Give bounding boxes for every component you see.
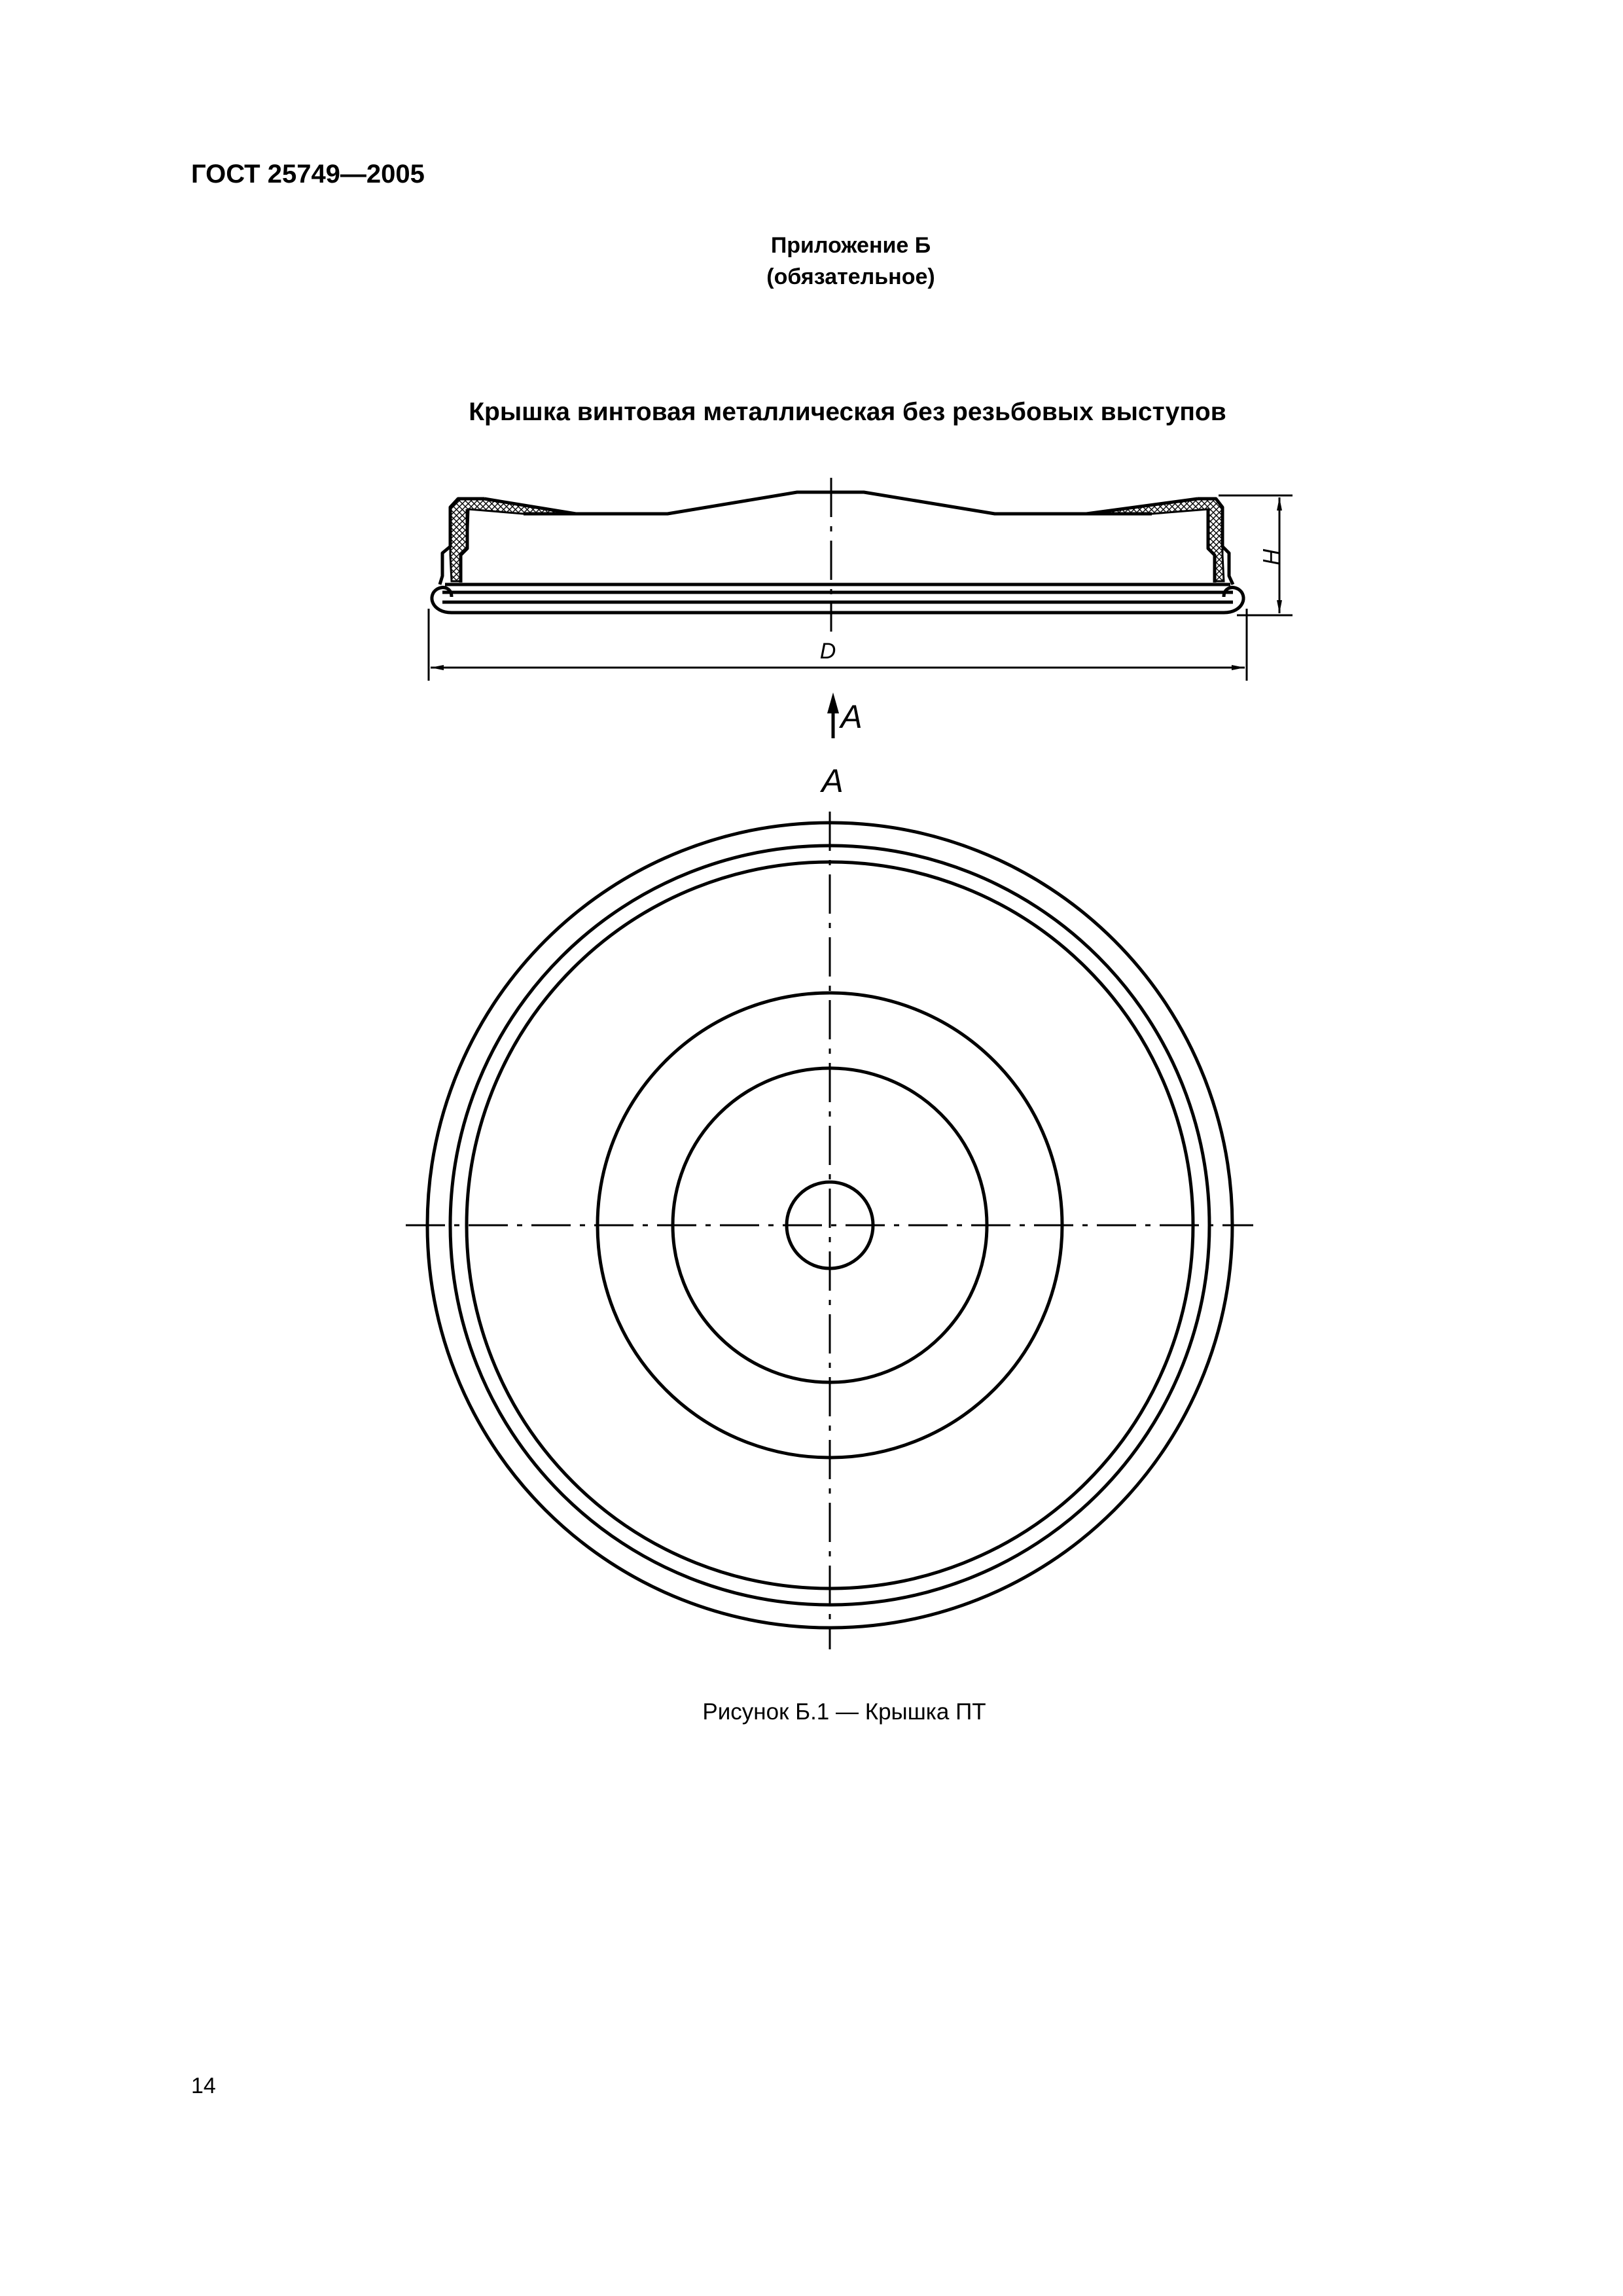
left-bead (432, 588, 452, 613)
document-code: ГОСТ 25749—2005 (191, 160, 425, 188)
page-number: 14 (191, 2073, 216, 2098)
appendix-title: Приложение Б (770, 233, 931, 258)
panel-top-profile (484, 492, 1198, 514)
figure-caption: Рисунок Б.1 — Крышка ПТ (702, 1699, 986, 1725)
dimension-d (429, 609, 1247, 681)
view-arrow-label: A (840, 698, 863, 735)
gasket-right (1086, 499, 1224, 581)
view-arrow (827, 692, 839, 738)
drawing-title: Крышка винтовая металлическая без резьбовых выступов (469, 398, 1226, 426)
top-view-label: A (821, 762, 844, 799)
right-bead (1224, 588, 1243, 613)
dimension-d-label: D (819, 639, 836, 664)
top-view-center-axes (406, 812, 1253, 1649)
dimension-h-label: H (1258, 548, 1283, 565)
gasket-left (450, 499, 576, 581)
appendix-status: (обязательное) (766, 264, 935, 289)
